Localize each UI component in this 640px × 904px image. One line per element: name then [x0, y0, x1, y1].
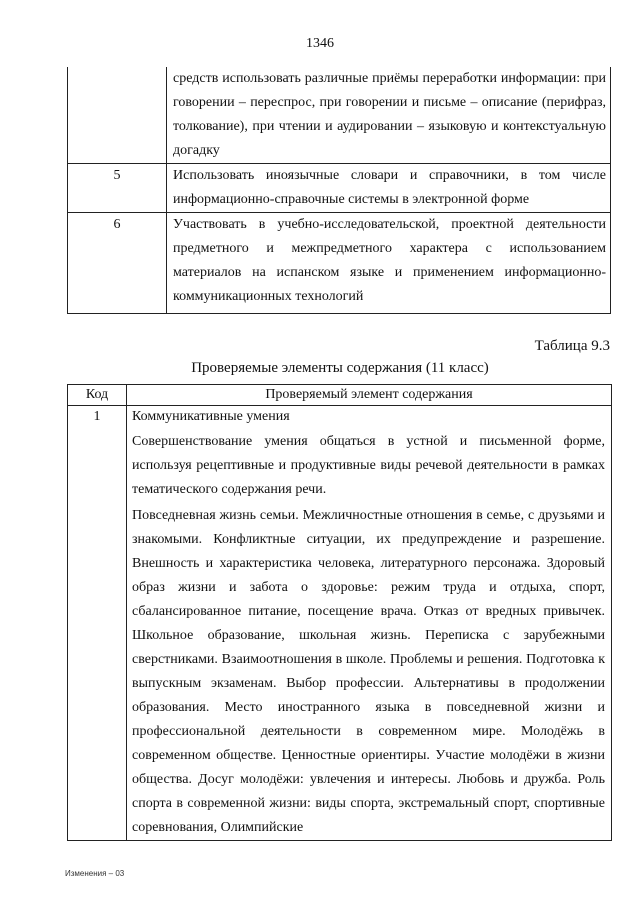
content-cell — [127, 406, 612, 841]
table-caption: Таблица 9.3 — [534, 338, 610, 354]
code-cell — [68, 67, 167, 164]
content-cell — [167, 213, 611, 314]
column-header-element: Проверяемый элемент содержания — [127, 385, 612, 406]
row-paragraph: Повседневная жизнь семьи. Межличностные отношения в семье, с друзьями и знакомыми. Конфликтные ситуации, их предупреждение и разрешение. Внешность и характеристика человека, литературного персонажа. Здоровый образ жизни и забота о здоровье: режим труда и отдыха, спорт, сбалансированное питание, посещение врача. Отказ от вредных привычек. Школьное образование, школьная жизнь. Переписка с зарубежными сверстниками. Взаимоотношения в школе. Проблемы и решения. Подготовка к выпускным экзаменам. Выбор профессии. Альтернативы в продолжении образования. Место иностранного языка в повседневной жизни и профессиональной деятельности в современном мире. Молодёжь в современном обществе. Ценностные ориентиры. Участие молодёжи в жизни общества. Досуг молодёжи: увлечения и интересы. Любовь и дружба. Роль спорта в современной жизни: виды спорта, экстремальный спорт, спортивные соревнования, Олимпийские — [132, 508, 605, 835]
table-header-row — [68, 385, 612, 406]
content-elements-table — [67, 384, 612, 841]
row-text: средств использовать различные приёмы переработки информации: при говорении – переспрос, при говорении и письме – описание (перифраз, толкование), при чтении и аудировании – языковую и контекстуальную догадку — [173, 71, 606, 158]
table-row — [68, 406, 612, 841]
code-cell: 6 — [68, 213, 167, 314]
row-paragraph: Совершенствование умения общаться в устной и письменной форме, используя рецептивные и продуктивные виды речевой деятельности в рамках тематического содержания речи. — [132, 434, 605, 497]
row-text: Использовать иноязычные словари и справочники, в том числе информационно-справочные системы в электронной форме — [173, 168, 606, 207]
objectives-table — [67, 67, 611, 314]
table-row — [68, 213, 611, 314]
row-text: Участвовать в учебно-исследовательской, проектной деятельности предметного и межпредметного характера с использованием материалов на испанском языке и применением информационно-коммуникационных технологий — [173, 217, 606, 304]
column-header-code: Код — [68, 385, 127, 406]
code-cell: 1 — [68, 406, 127, 841]
content-cell — [167, 67, 611, 164]
content-cell — [167, 164, 611, 213]
table-title: Проверяемые элементы содержания (11 класс) — [191, 360, 489, 376]
row-subheading: Коммуникативные умения — [132, 409, 290, 424]
page-number: 1346 — [306, 36, 334, 51]
table-row — [68, 164, 611, 213]
table-row — [68, 67, 611, 164]
code-cell: 5 — [68, 164, 167, 213]
footer-note: Изменения – 03 — [65, 869, 125, 878]
